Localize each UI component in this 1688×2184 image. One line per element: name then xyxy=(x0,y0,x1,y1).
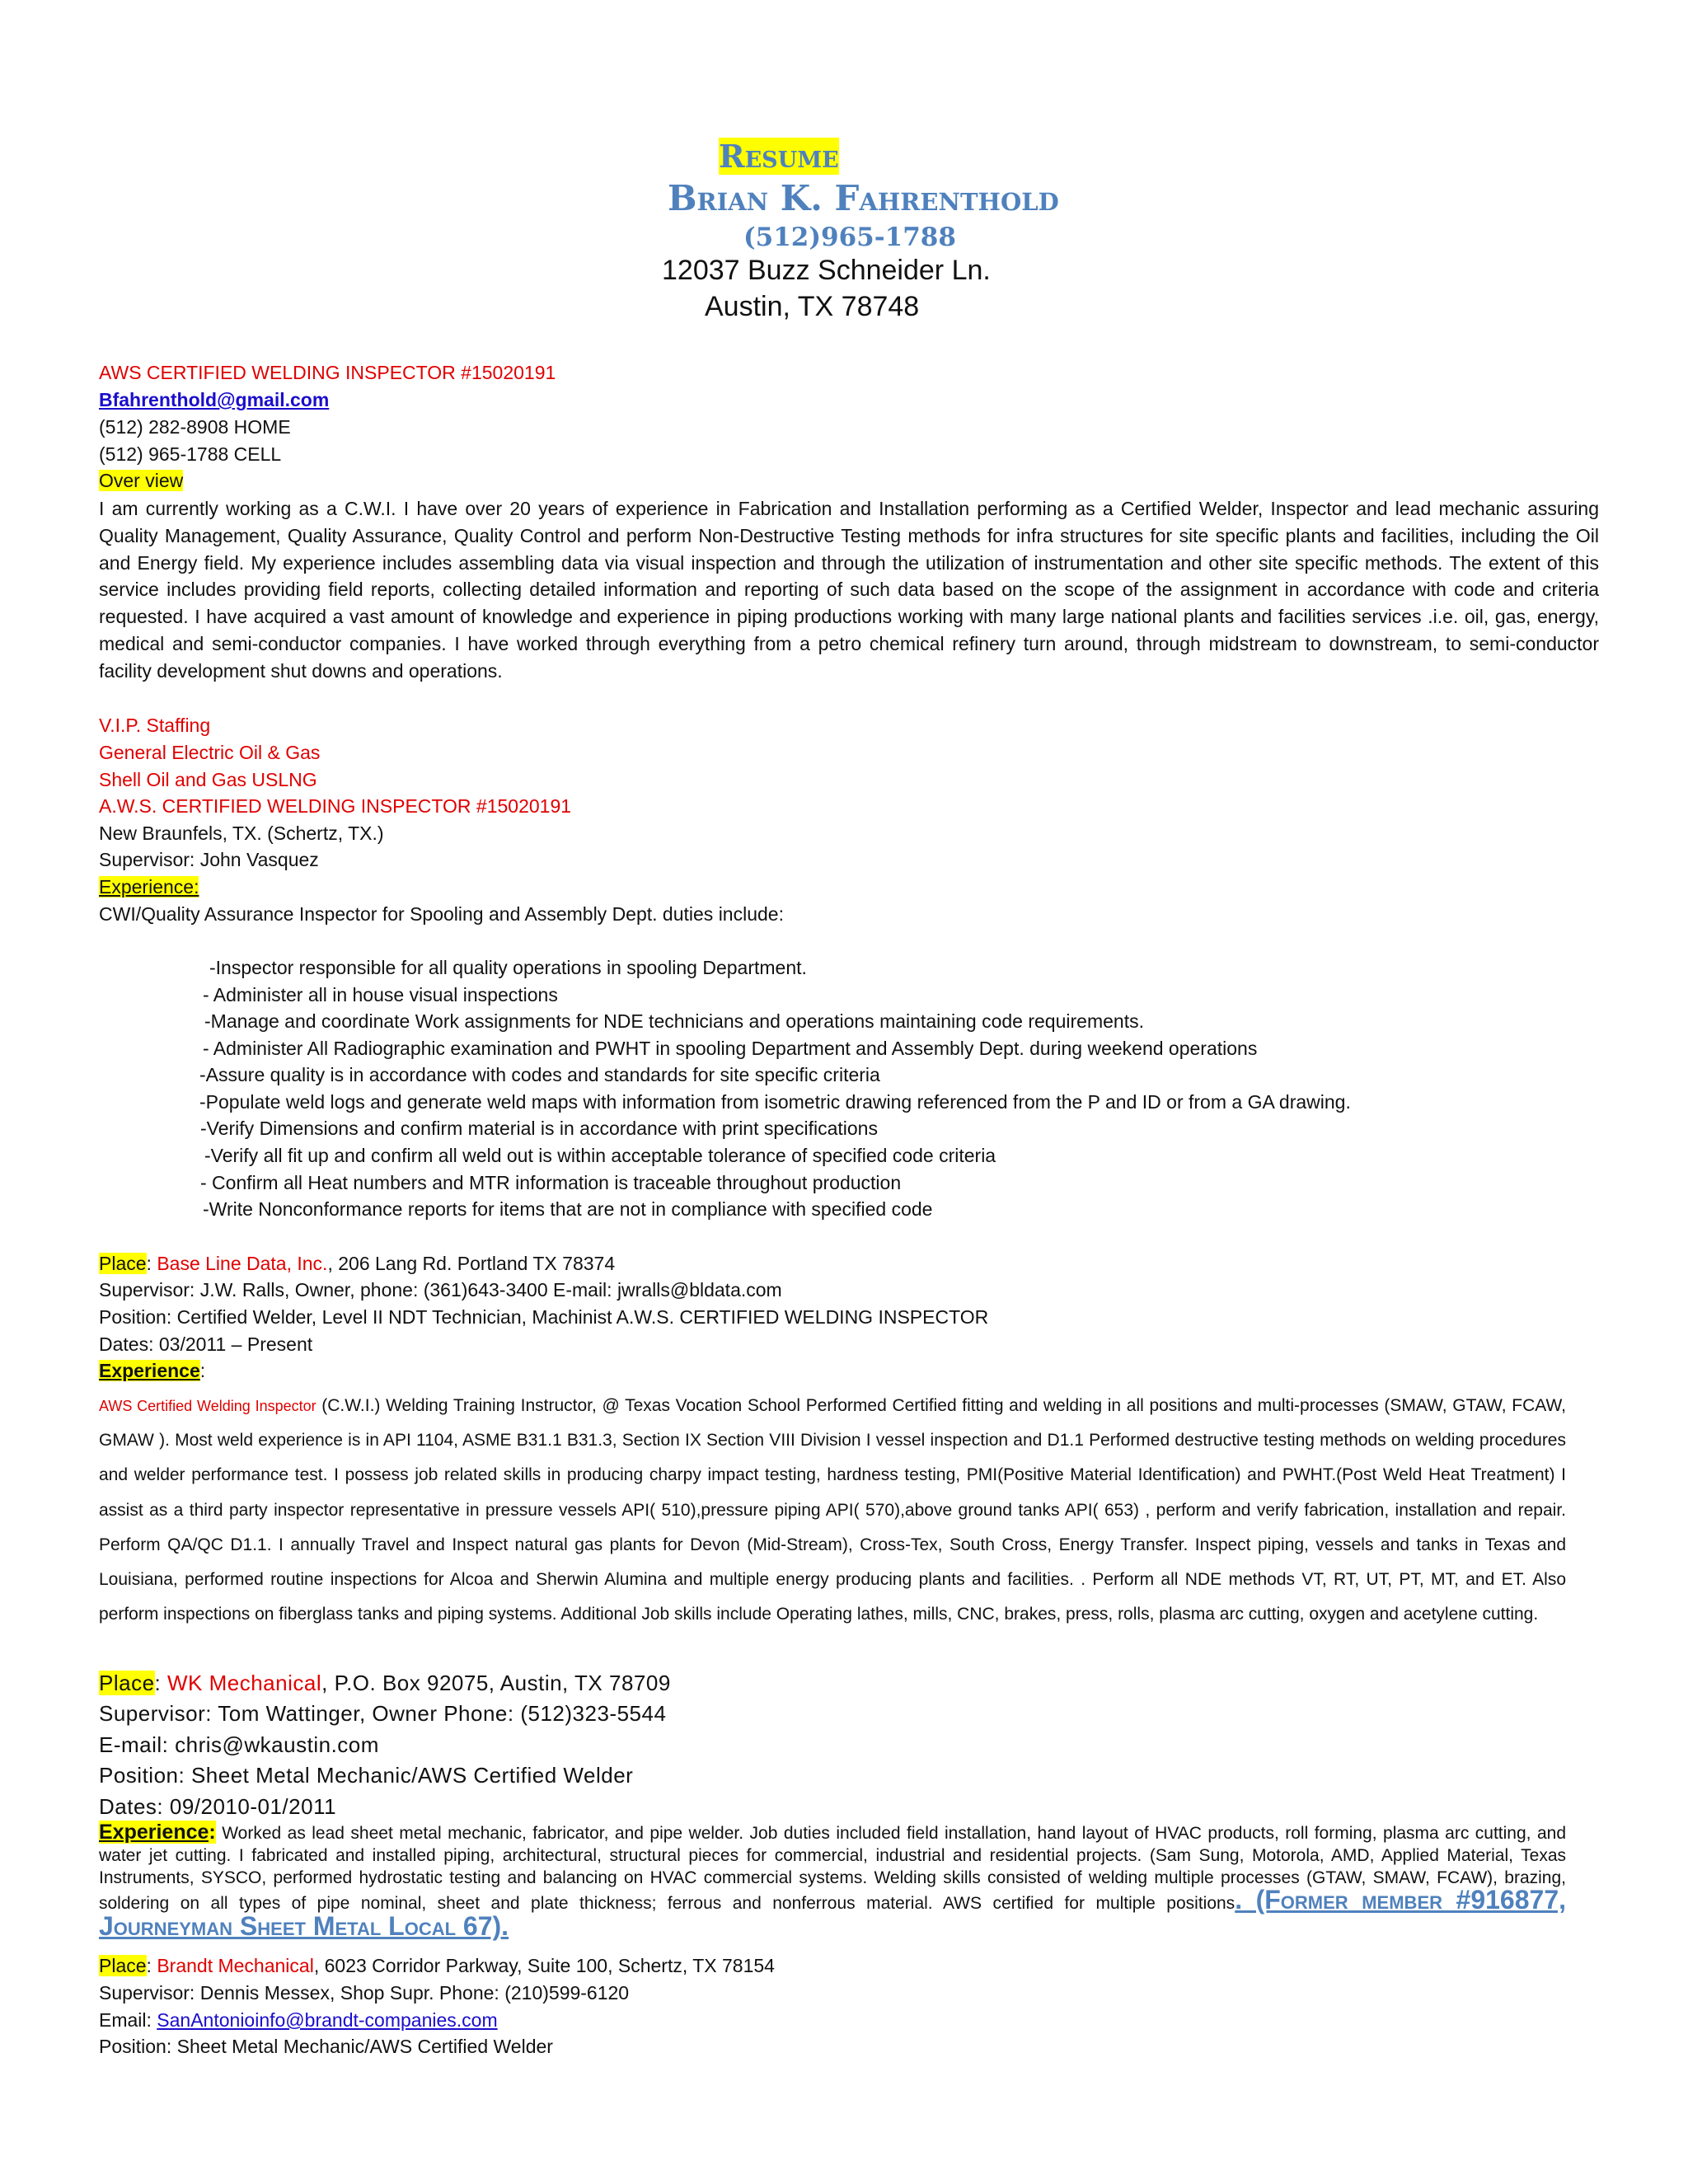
job1-duty: -Populate weld logs and generate weld maps with information from isometric drawing referenced from the P and ID or from a GA drawing. xyxy=(199,1091,1351,1113)
job1-duty: -Assure quality is in accordance with codes and standards for site specific criteria xyxy=(199,1064,880,1085)
job4-email-label: Email: xyxy=(99,2009,157,2031)
job1-duty: - Administer all in house visual inspections xyxy=(203,984,558,1005)
job1-duty: - Confirm all Heat numbers and MTR information is traceable throughout production xyxy=(200,1172,902,1193)
job2-address: , 206 Lang Rd. Portland TX 78374 xyxy=(327,1253,616,1274)
job4-company: Brandt Mechanical xyxy=(157,1955,314,1976)
job1-company-2: General Electric Oil & Gas xyxy=(99,742,321,763)
job1-cert: A.W.S. CERTIFIED WELDING INSPECTOR #15020191 xyxy=(99,795,572,817)
job2-company: Base Line Data, Inc. xyxy=(157,1253,328,1274)
header-city: Austin, TX 78748 xyxy=(705,291,920,322)
job1-location: New Braunfels, TX. (Schertz, TX.) xyxy=(99,823,384,844)
job1-duty: -Verify all fit up and confirm all weld out is within acceptable tolerance of specified code criteria xyxy=(204,1145,996,1166)
job4-email-line xyxy=(99,2008,498,2032)
job2-experience-label: Experience xyxy=(99,1360,200,1381)
job1-duty: -Inspector responsible for all quality operations in spooling Department. xyxy=(209,957,807,978)
resume-heading xyxy=(719,138,839,175)
job3-position: Position: Sheet Metal Mechanic/AWS Certified Welder xyxy=(99,1763,634,1788)
overview-label: Over view xyxy=(99,470,184,491)
job3-experience-label: Experience xyxy=(99,1821,209,1844)
job2-position: Position: Certified Welder, Level II NDT Technician, Machinist A.W.S. CERTIFIED WELDING INSPECTOR xyxy=(99,1306,989,1328)
job3-company: WK Mechanical xyxy=(167,1671,322,1695)
job3-member: . (Former member #916877, Journeyman Sheet Metal Local 67). xyxy=(99,1885,1567,1942)
job1-duty: - Administer All Radiographic examination and PWHT in spooling Department and Assembly Dept. during weekend operations xyxy=(203,1038,1258,1059)
job4-supervisor: Supervisor: Dennis Messex, Shop Supr. Phone: (210)599-6120 xyxy=(99,1982,630,2004)
contact-cert: AWS CERTIFIED WELDING INSPECTOR #15020191 xyxy=(99,362,556,383)
job4-address: , 6023 Corridor Parkway, Suite 100, Schertz, TX 78154 xyxy=(313,1955,775,1976)
job1-duty: -Manage and coordinate Work assignments for NDE technicians and operations maintaining code requirements. xyxy=(204,1010,1144,1032)
candidate-name: Brian K. Fahrenthold xyxy=(668,178,1059,218)
job2-exp-prefix: AWS Certified Welding Inspector xyxy=(99,1398,316,1414)
contact-cell: (512) 965-1788 CELL xyxy=(99,443,282,465)
job1-role: CWI/Quality Assurance Inspector for Spooling and Assembly Dept. duties include: xyxy=(99,903,784,925)
job4-place-line: Place: Brandt Mechanical, 6023 Corridor Parkway, Suite 100, Schertz, TX 78154 xyxy=(99,1955,775,1976)
header-street: 12037 Buzz Schneider Ln. xyxy=(662,255,991,286)
overview-text: I am currently working as a C.W.I. I have over 20 years of experience in Fabrication and Installation performing as a Certified Welder, Inspector and lead mechanic assuring Quality Management, Quality Assurance, Quality Control and perform Non-Destructive Testing methods for infra structures for site specific plants and facilities, including the Oil and Energy field. My experience includes assembling data via visual inspection and through the utilization of instrumentation and other site specific methods. The extent of this service includes providing field reports, collecting detailed information and reporting of such data based on the scope of the assignment in accordance with code and criteria requested. I have acquired a vast amount of knowledge and experience in piping productions working with many large national plants and facilities services .i.e. oil, gas, energy, medical and semi-conductor companies. I have worked through everything from a petro chemical refinery turn around, through midstream to downstream, to semi-conductor facility development shut downs and operations. xyxy=(99,498,1599,682)
resume-label: Resume xyxy=(719,138,839,175)
job3-place-label: Place xyxy=(99,1671,155,1695)
job3-address: , P.O. Box 92075, Austin, TX 78709 xyxy=(321,1671,671,1695)
job3-exp-body: Worked as lead sheet metal mechanic, fabricator, and pipe welder. Job duties included field installation, hand layout of HVAC products, roll forming, plasma arc cutting, and water jet cutting. I fabricated and installed piping, architectural, structural pieces for commercial, industrial and residential projects. (Sam Sung, Motorola, AMD, Applied Material, Texas Instruments, SYSCO, performed hydrostatic testing and balancing on HVAC commercial systems. Welding skills consisted of welding multiple processes (GTAW, SMAW, FCAW), brazing, soldering on all types of pipe nominal, sheet and plate thickness; ferrous and nonferrous material. AWS certified for multiple positions xyxy=(99,1824,1566,1914)
job4-position: Position: Sheet Metal Mechanic/AWS Certified Welder xyxy=(99,2036,553,2057)
job1-duty: -Verify Dimensions and confirm material is in accordance with print specifications xyxy=(200,1118,878,1139)
job4-place-label: Place xyxy=(99,1955,147,1976)
job2-place-label: Place xyxy=(99,1253,147,1274)
header-phone: (512)965-1788 xyxy=(743,223,956,252)
job1-supervisor: Supervisor: John Vasquez xyxy=(99,849,319,870)
contact-email-line xyxy=(99,387,329,412)
job1-duty: -Write Nonconformance reports for items that are not in compliance with specified code xyxy=(203,1198,933,1220)
job2-place-line: Place: Base Line Data, Inc., 206 Lang Rd. Portland TX 78374 xyxy=(99,1253,616,1274)
job2-supervisor: Supervisor: J.W. Ralls, Owner, phone: (361)643-3400 E-mail: jwralls@bldata.com xyxy=(99,1279,782,1301)
job1-experience-heading xyxy=(99,874,199,899)
contact-home: (512) 282-8908 HOME xyxy=(99,416,291,438)
job2-experience-heading: Experience: xyxy=(99,1360,206,1381)
job1-company-1: V.I.P. Staffing xyxy=(99,715,211,736)
job3-experience-text: Experience: Worked as lead sheet metal mechanic, fabricator, and pipe welder. Job duties included field installation, hand layout of HVAC products, roll forming, plasma arc cutting, and water jet cutting. I fabricated and installed piping, architectural, structural pieces for commercial, industrial and residential projects. (Sam Sung, Motorola, AMD, Applied Material, Texas Instruments, SYSCO, performed hydrostatic testing and balancing on HVAC commercial systems. Welding skills consisted of welding multiple processes (GTAW, SMAW, FCAW), brazing, soldering on all types of pipe nominal, sheet and plate thickness; ferrous and nonferrous material. AWS certified for multiple positions. (Former member #916877, Journeyman Sheet Metal Local 67). xyxy=(99,1821,1567,1942)
job3-dates: Dates: 09/2010-01/2011 xyxy=(99,1794,337,1819)
overview-heading xyxy=(99,468,183,493)
job2-dates: Dates: 03/2011 – Present xyxy=(99,1333,313,1355)
job1-experience-label: Experience: xyxy=(99,876,199,898)
job1-company-3: Shell Oil and Gas USLNG xyxy=(99,769,317,790)
job4-email-link[interactable]: SanAntonioinfo@brandt-companies.com xyxy=(157,2009,498,2031)
job3-email: E-mail: chris@wkaustin.com xyxy=(99,1732,379,1757)
job2-exp-body: (C.W.I.) Welding Training Instructor, @ Texas Vocation School Performed Certified fitting and welding in all positions and multi-processes (SMAW, GTAW, FCAW, GMAW ). Most weld experience is in API 1104, ASME B31.1 B31.3, Section IX Section VIII Division I vessel inspection and D1.1 Performed destructive testing methods on welding procedures and welder performance test. I possess job related skills in producing charpy impact testing, hardness testing, PMI(Positive Material Identification) and PWHT.(Post Weld Heat Treatment) I assist as a third party inspector representative in pressure vessels API( 510),pressure piping API( 570),above ground tanks API( 653) , perform and verify fabrication, installation and repair. Perform QA/QC D1.1. I annually Travel and Inspect natural gas plants for Devon (Mid-Stream), Cross-Tex, South Cross, Energy Transfer. Inspect piping, vessels and tanks in Texas and Louisiana, performed routine inspections for Alcoa and Sherwin Alumina and multiple energy producing plants and facilities. . Perform all NDE methods VT, RT, UT, PT, MT, and ET. Also perform inspections on fiberglass tanks and piping systems. Additional Job skills include Operating lathes, mills, CNC, brakes, press, rolls, plasma arc cutting, oxygen and acetylene cutting. xyxy=(99,1396,1567,1624)
job3-place-line: Place: WK Mechanical, P.O. Box 92075, Austin, TX 78709 xyxy=(99,1671,671,1695)
job2-experience-text xyxy=(99,1389,1566,1632)
job3-supervisor: Supervisor: Tom Wattinger, Owner Phone: (512)323-5544 xyxy=(99,1701,667,1726)
contact-email-link[interactable]: Bfahrenthold@gmail.com xyxy=(99,389,330,410)
